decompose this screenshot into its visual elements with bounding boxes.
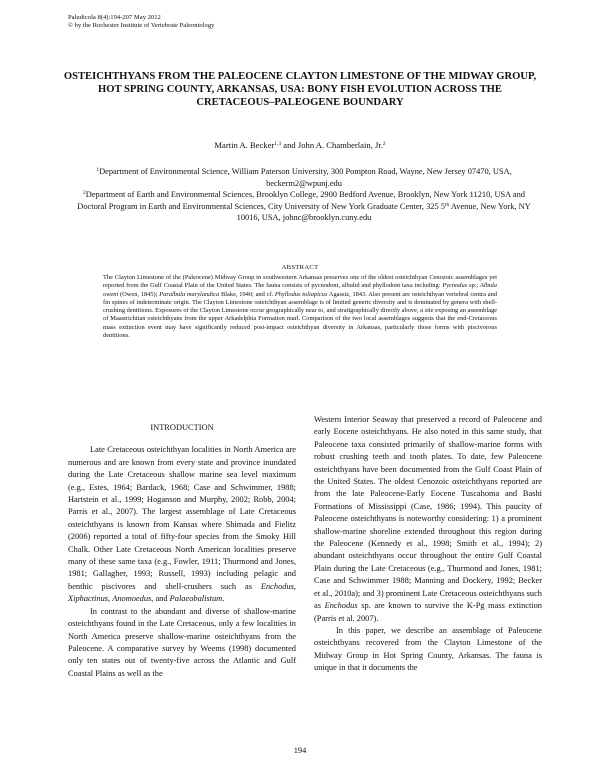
author-1-marks: 1,3 (274, 141, 282, 147)
author-2-marks: 2 (382, 141, 386, 147)
intro-paragraph-1 (68, 444, 296, 605)
copyright-notice: © by the Rochester Institute of Vertebrate Paleontology (68, 22, 215, 30)
right-column (314, 414, 542, 675)
text-seg: , (293, 581, 296, 591)
taxon-name: Paralbula marylandica (159, 290, 220, 298)
page-number: 194 (293, 746, 307, 755)
intro-paragraph-2-cont (314, 414, 542, 625)
text-seg: sp. are known to survive the K-Pg mass extinction (Parris et al. 2007). (314, 601, 542, 623)
abstract-seg: Blake, 1940; and cf. (219, 290, 275, 298)
paper-title: OSTEICHTHYANS FROM THE PALEOCENE CLAYTON LIMESTONE OF THE MIDWAY GROUP, HOT SPRING COUNTY, ARKANSAS, USA: BONY FISH EVOLUTION ACROSS THE CRETACEOUS–PALEOGENE BOUNDARY (63, 71, 537, 108)
text-seg: . (222, 594, 225, 604)
journal-header (68, 14, 214, 31)
affiliation-2-text-a: Department of Earth and Environmental Sciences, Brooklyn College, 2900 Bedford Avenue, Brooklyn, New York 11210, USA and Doctoral Program in Earth and Environmental Sciences, City University of New York Graduate Center, 325 5 (77, 190, 525, 211)
author-1: Martin A. Becker (214, 140, 275, 150)
intro-paragraph-2: In contrast to the abundant and diverse of shallow-marine osteichthyans found in the Late Cretaceous, only a few localities in North America preserve shallow-marine osteichthyans from the Paleocene. A comparative survey by Weems (1998) documented only ten states out of twenty-five across the Atlantic and Gulf Coastal Plains as well as the (68, 606, 296, 678)
author-separator: and (281, 140, 298, 150)
affiliation-1-text: Department of Environmental Science, William Paterson University, 300 Pompton Road, Wayne, New Jersey 07470, USA, beckerm2@wpunj.edu (99, 167, 512, 188)
abstract-text (103, 274, 497, 340)
affiliation-2-ordinal: th (444, 201, 450, 208)
taxon-name: Enchodus (324, 601, 358, 611)
text-seg: Western Interior Seaway that preserved a record of Paleocene and early Eocene osteichthyans. He also noted in this same study, that Paleocene taxa consisted primarily of shallow-marine forms with robust crushing teeth and tooth plates. To date, few Paleocene osteichthyans have been documented from the Gulf Coast Plain of the United States. The oldest Cenozoic osteichthyans reported are from the late Paleocene-Early Eocene Tuscahoma and Bashi Formations of Mississippi (Case, 1986; 1994). This paucity of Paleocene osteichthyans is noteworthy considering: 1) a prominent shallow-marine shoreline extended throughout this region during the Paleocene (Kennedy et al., 1998; Smith et al., 1994); 2) abundant osteichthyans occur throughout the entire Gulf Coastal Plain during the Late Cretaceous (e.g., Thurmond and Jones, 1981; Case and Schwimmer 1988; Manning and Dockery, 1992; Becker et al., 2010a); and 3) prominent Late Cretaceous osteichthyans such as (314, 415, 542, 611)
taxon-name: Enchodus (260, 581, 294, 591)
left-column (68, 418, 296, 680)
intro-paragraph-3: In this paper, we describe an assemblage of Paleocene osteichthyans recovered from the Clayton Limestone of the Midway Group in Hot Spring County, Arkansas. The fauna is unique in that it documents the (314, 625, 542, 673)
abstract-seg: The Clayton Limestone of the (Paleocene) Midway Group in southwestern Arkansas preserves one of the oldest osteichthyan Cenozoic assemblages yet reported from the Gulf Coastal Plain of the United States. The fauna consists of pycnodont, albulid and phyllodont taxa including: (103, 274, 497, 290)
abstract-seg: Agassiz, 1843. Also present are osteichthyan vertebral centra and fin spines of indeterminate origin. The Clayton Limestone osteichthyan assemblage is of limited generic diversity and is dominated by genera with shell-crushing dentitions. Exposures of the Clayton Limestone occur geographically near to, and stratigraphically directly above, a site exposing an assemblage of Maastrichtian osteichthyans from the upper Arkadelphia Formation marl. Comparison of the two local assemblages suggests that the end-Cretaceous mass extinction event may have significantly reduced post-impact osteichthyan diversity in Arkansas, particularly those forms with piscivorous dentitions. (103, 290, 497, 340)
text-seg: Late Cretaceous osteichthyan localities in North America are numerous and are known from every state and province inundated during the Late Cretaceous shallow marine sea level maximum (e.g., Estes, 1964; Bardack, 1968; Case and Schwimmer, 1988; Hartstein et al., 1999; Hoganson and Murphy, 2002; Robb, 2004; Parris et al., 2007). The largest assemblage of Late Cretaceous osteichthyans is known from Kansas where Shimada and Fielitz (2006) reported a total of fifty-four species from the Smoky Hill Chalk. Other Late Cretaceous North American localities preserve many of these same taxa (e.g., Fowler, 1911; Thurmond and Jones, 1981; Gallagher, 1993; Russell, 1993) including pelagic and benthic piscivores and shell-crushers such as (68, 445, 296, 591)
author-line (60, 140, 540, 150)
abstract-seg: (Owen, 1845); (118, 290, 160, 298)
taxon-name: Xiphactinus (68, 594, 109, 604)
affiliation-1-mark: 1 (96, 167, 100, 173)
taxon-name: Phyllodus toliapicus (274, 290, 328, 298)
text-seg: , and (151, 594, 170, 604)
journal-citation: Paludicola 8(4):194-207 May 2012 (68, 14, 161, 21)
abstract-seg: sp.; (467, 282, 480, 290)
affiliation-1 (76, 166, 532, 189)
taxon-name: Anomoedus (112, 594, 152, 604)
author-2: John A. Chamberlain, Jr. (297, 140, 383, 150)
introduction-heading: INTRODUCTION (150, 423, 214, 432)
taxon-name: Palaeobalistum (169, 594, 223, 604)
affiliation-2-text-b: Avenue, New York, NY 10016, USA, johnc@brooklyn.cuny.edu (236, 201, 531, 223)
affiliation-2-mark: 2 (83, 190, 86, 196)
taxon-name: Albula oweni (103, 282, 497, 298)
abstract-heading: ABSTRACT (281, 264, 319, 271)
text-seg: , (108, 594, 113, 604)
affiliation-2 (76, 189, 532, 224)
taxon-name: Pycnodus (442, 282, 468, 290)
